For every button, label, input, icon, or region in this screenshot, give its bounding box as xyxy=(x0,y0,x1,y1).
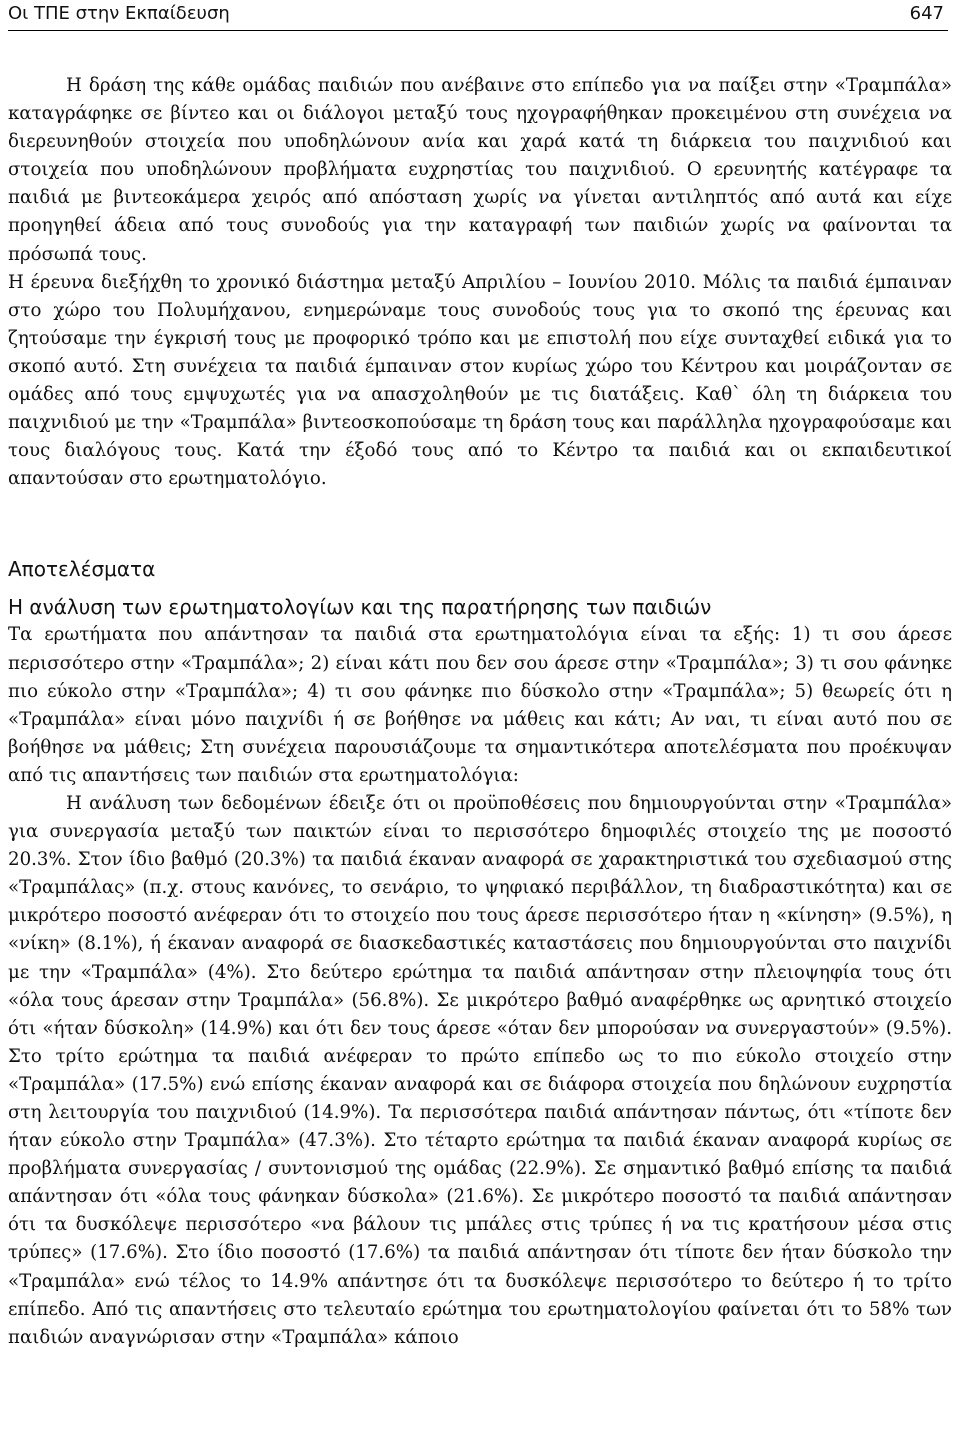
running-header xyxy=(8,0,948,31)
subsection-heading-analysis: Η ανάλυση των ερωτηματολογίων και της παρατήρησης των παιδιών xyxy=(8,595,712,620)
paragraph-data-analysis: Η ανάλυση των δεδομένων έδειξε ότι οι προϋποθέσεις που δημιουργούνται στην «Τραμπάλα» για συνεργασία μεταξύ των παικτών είναι το περισσότερο δημοφιλές στοιχείο της με ποσοστό 20.3%. Στον ίδιο βαθμό (20.3%) τα παιδιά έκαναν αναφορά σε χαρακτηριστικά του σχεδιασμού στης «Τραμπάλας» (π.χ. στους κανόνες, το σενάριο, το ψηφιακό περιβάλλον, τη διαδραστικότητα) και σε μικρότερο ποσοστό ανέφεραν ότι το στοιχείο που τους άρεσε περισσότερο ήταν η «κίνηση» (9.5%), η «νίκη» (8.1%), ή έκαναν αναφορά σε διασκεδαστικές καταστάσεις που δημιουργούνται στο παιχνίδι με την «Τραμπάλα» (4%). Στο δεύτερο ερώτημα τα παιδιά απάντησαν στην πλειοψηφία τους ότι «όλα τους άρεσαν στην Τραμπάλα» (56.8%). Σε μικρότερο βαθμό αναφέρθηκε ως αρνητικό στοιχείο ότι «ήταν δύσκολη» (14.9%) και ότι δεν τους άρεσε «όταν δεν μπορούσαν να συνεργαστούν» (9.5%). Στο τρίτο ερώτημα τα παιδιά ανέφεραν το πρώτο επίπεδο ως το πιο εύκολο στοιχείο στην «Τραμπάλα» (17.5%) ενώ επίσης έκαναν αναφορά και σε διάφορα στοιχεία που δηλώνουν ευχρηστία στη λειτουργία του παιχνιδιού (14.9%). Τα περισσότερα παιδιά απάντησαν πάντως, ότι «τίποτε δεν ήταν εύκολο στην Τραμπάλα» (47.3%). Στο τέταρτο ερώτημα τα παιδιά έκαναν αναφορά κυρίως σε προβλήματα συνεργασίας / συντονισμού της ομάδας (22.9%). Σε σημαντικό βαθμό επίσης τα παιδιά απάντησαν ότι «όλα τους φάνηκαν δύσκολα» (21.6%). Σε μικρότερο ποσοστό τα παιδιά απάντησαν ότι τα δυσκόλεψε περισσότερο «να βάλουν τις μπάλες στις τρύπες ή να τις κρατήσουν μέσα στις τρύπες» (17.6%). Στο ίδιο ποσοστό (17.6%) τα παιδιά απάντησαν ότι τίποτε δεν ήταν δύσκολο την «Τραμπάλα» ενώ τέλος το 14.9% απάντησε ότι τα δυσκόλεψε περισσότερο το δεύτερο ή το τρίτο επίπεδο. Από τις απαντήσεις στο τελευταίο ερώτημα του ερωτηματολογίου φαίνεται ότι το 58% των παιδιών αναγνώρισαν στην «Τραμπάλα» κάποιο xyxy=(8,792,952,1348)
page-number: 647 xyxy=(909,3,944,24)
article-body xyxy=(8,72,952,1352)
journal-title: Οι ΤΠΕ στην Εκπαίδευση xyxy=(8,3,230,24)
paragraph-video-recording: Η δράση της κάθε ομάδας παιδιών που ανέβαινε στο επίπεδο για να παίξει στην «Τραμπάλα» καταγράφηκε σε βίντεο και οι διάλογοι μεταξύ τους ηχογραφήθηκαν προκειμένου στη συνέχεια να διερευνηθούν στοιχεία που υποδηλώνουν ανία και χαρά κατά τη διάρκεια του παιχνιδιού και στοιχεία που υποδηλώνουν προβλήματα ευχρηστίας του παιχνιδιού. Ο ερευνητής κατέγραφε τα παιδιά με βιντεοκάμερα χειρός από απόσταση χωρίς να γίνεται αντιληπτός από αυτά και είχε προηγηθεί άδεια από τους συνοδούς για την καταγραφή των παιδιών χωρίς να φαίνονται τα πρόσωπά τους. xyxy=(8,75,952,265)
paragraph-research-period: Η έρευνα διεξήχθη το χρονικό διάστημα μεταξύ Απριλίου – Ιουνίου 2010. Μόλις τα παιδιά έμπαιναν στο χώρο του Πολυμήχανου, ενημερώναμε τους συνοδούς τους για το σκοπό της έρευνας και ζητούσαμε την έγκρισή τους με προφορικό τρόπο και με επιστολή που είχε συνταχθεί ειδικά για το σκοπό αυτό. Στη συνέχεια τα παιδιά έμπαιναν στον κυρίως χώρο του Κέντρου και μοιράζονταν σε ομάδες από τους εμψυχωτές για να απασχοληθούν με τις διατάξεις. Καθ` όλη τη διάρκεια του παιχνιδιού με την «Τραμπάλα» βιντεοσκοπούσαμε τη δράση τους και παράλληλα ηχογραφούσαμε και τους διαλόγους τους. Κατά την έξοδό τους από το Κέντρο τα παιδιά και οι εκπαιδευτικοί απαντούσαν στο ερωτηματολόγιο. xyxy=(8,271,952,490)
paragraph-questions: Τα ερωτήματα που απάντησαν τα παιδιά στα ερωτηματολόγια είναι τα εξής: 1) τι σου άρεσε περισσότερο στην «Τραμπάλα»; 2) είναι κάτι που δεν σου άρεσε στην «Τραμπάλα»; 3) τι σου φάνηκε πιο εύκολο στην «Τραμπάλα»; 4) τι σου φάνηκε πιο δύσκολο στην «Τραμπάλα»; 5) θεωρείς ότι η «Τραμπάλα» είναι μόνο παιχνίδι ή σε βοήθησε να μάθεις και κάτι; Αν ναι, τι είναι αυτό που σε βοήθησε να μάθεις; Στη συνέχεια παρουσιάζουμε τα σημαντικότερα αποτελέσματα που προέκυψαν από τις απαντήσεις των παιδιών στα ερωτηματολόγια: xyxy=(8,624,952,786)
section-heading-results: Αποτελέσματα xyxy=(8,557,156,582)
